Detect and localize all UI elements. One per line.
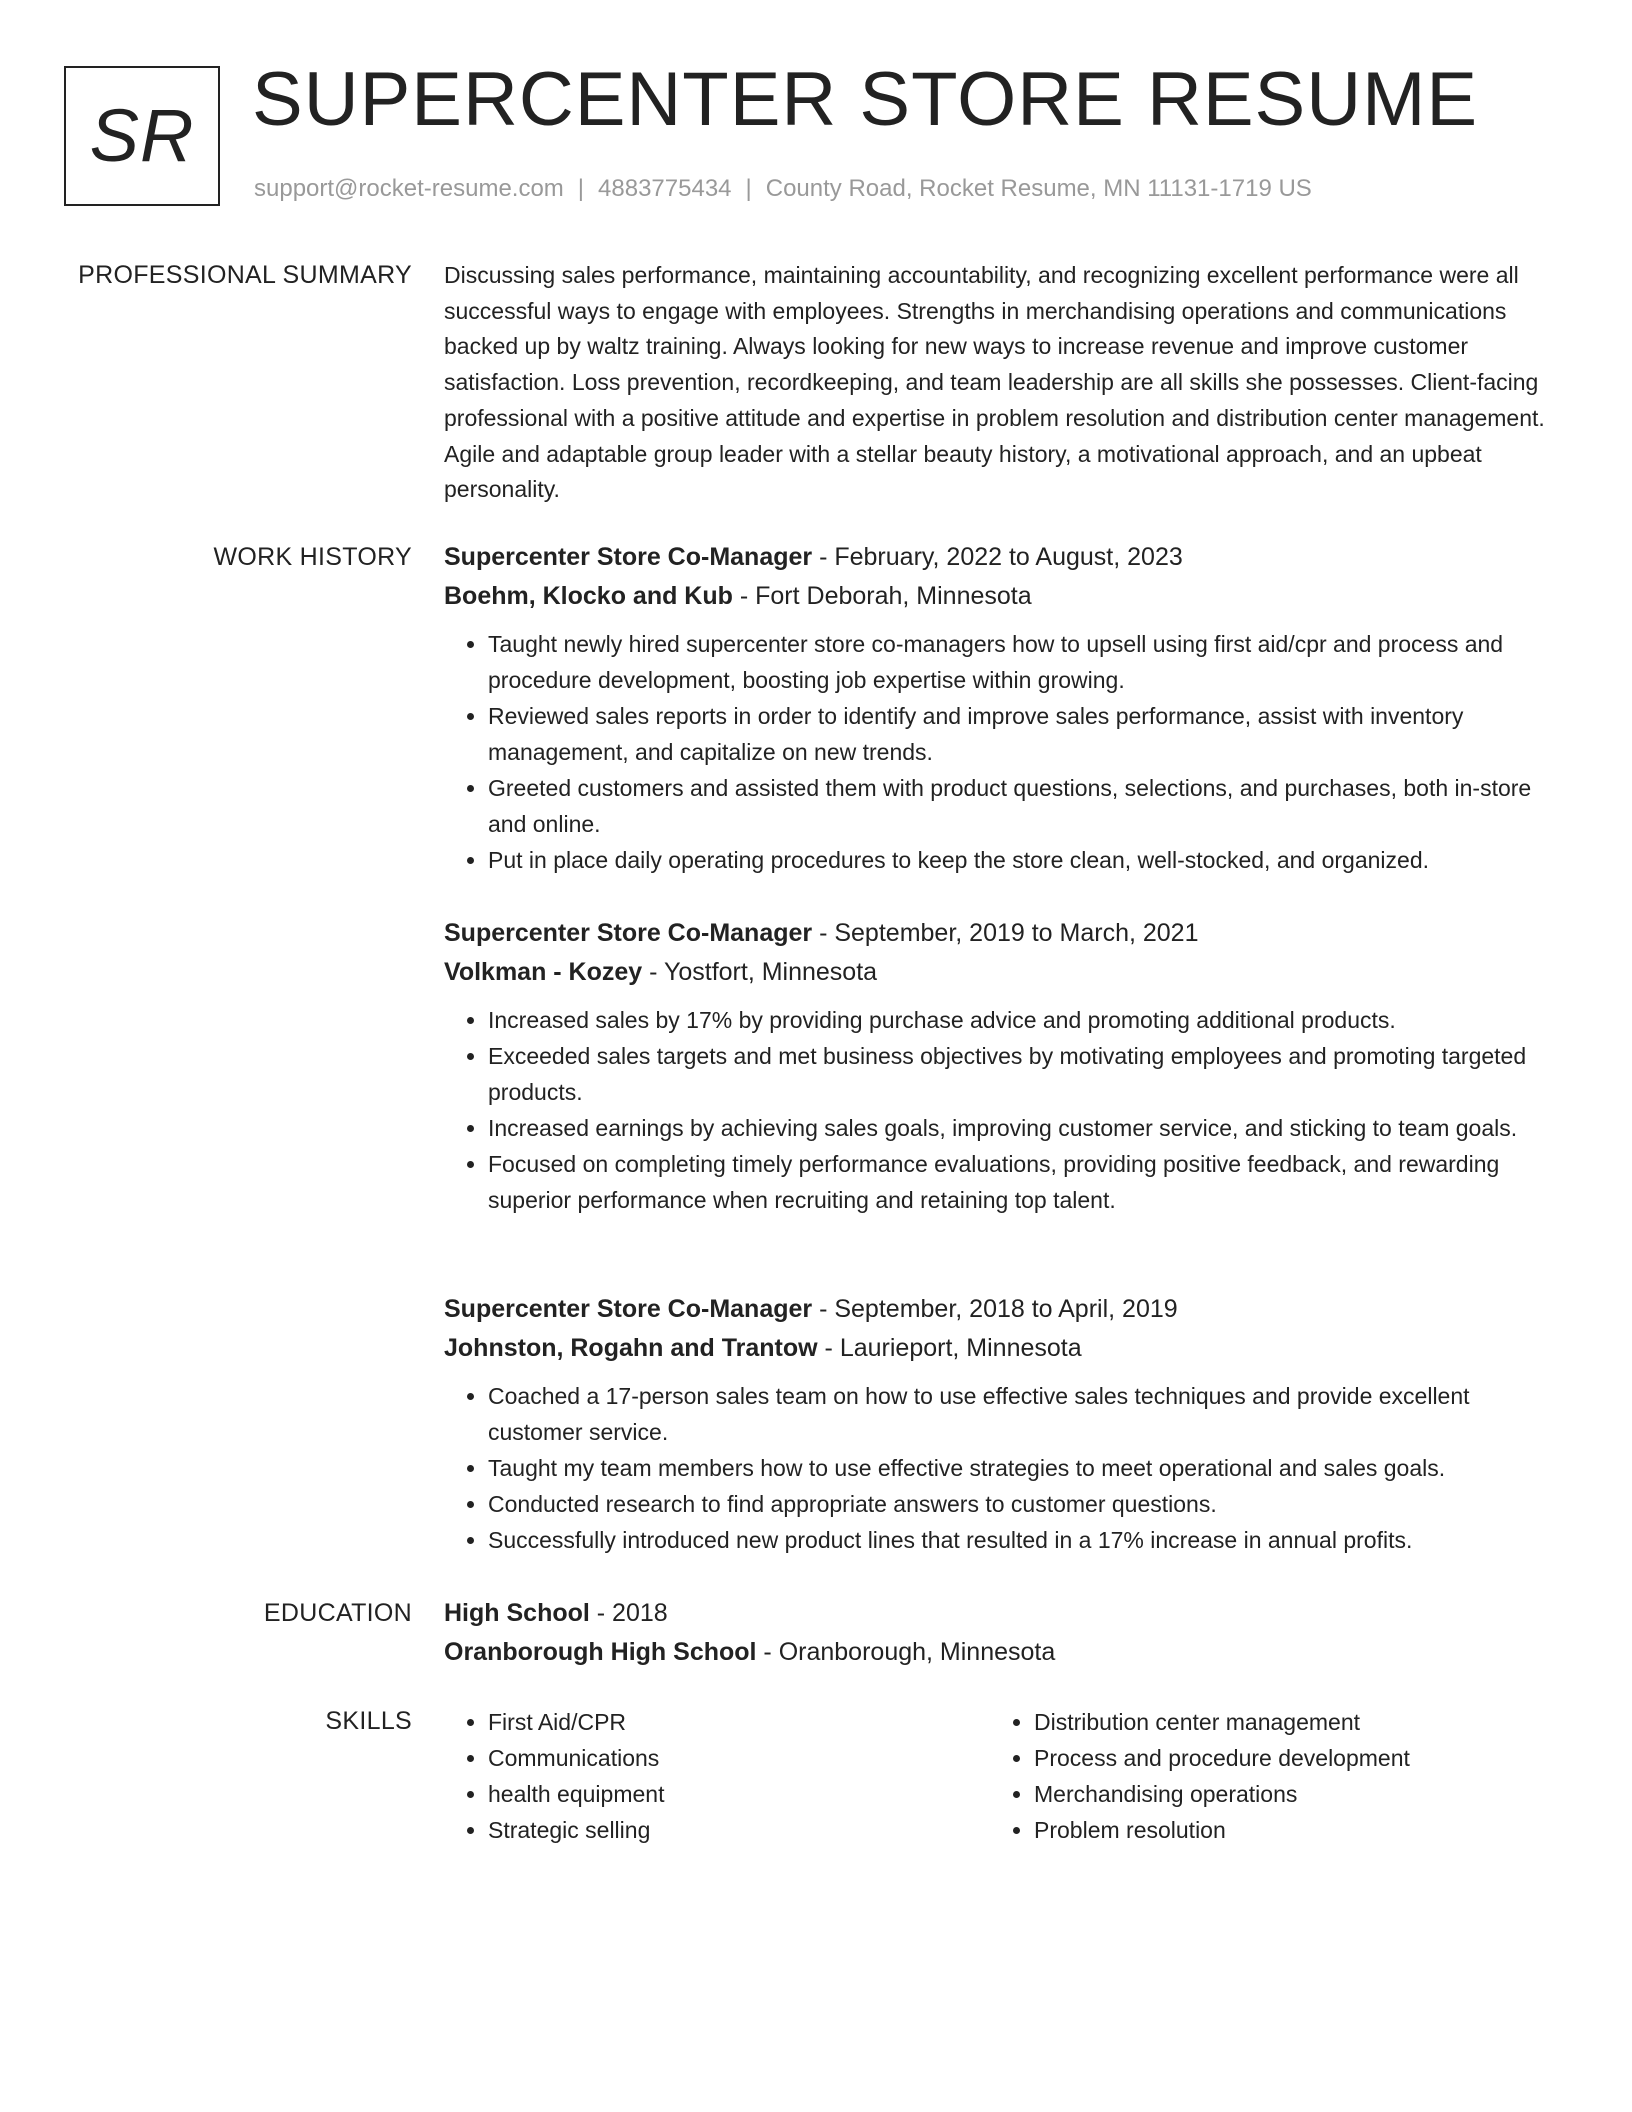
skill-item: • health equipment (488, 1776, 984, 1812)
job-bullets (444, 1378, 1560, 1558)
job-bullet: • Increased earnings by achieving sales goals, improving customer service, and sticking to team goals. (488, 1110, 1560, 1146)
job-title-line (444, 914, 1560, 953)
job-dates: - September, 2018 to April, 2019 (812, 1295, 1178, 1323)
skill-item: • Distribution center management (1034, 1704, 1550, 1740)
education-school: Oranborough High School (444, 1638, 757, 1666)
skill-item: • Merchandising operations (1034, 1776, 1550, 1812)
skills-list (444, 1704, 984, 1848)
summary-heading: PROFESSIONAL SUMMARY (78, 261, 412, 289)
summary-body (444, 258, 1560, 508)
contact-separator: | (745, 175, 752, 202)
job-company: Boehm, Klocko and Kub (444, 582, 733, 610)
education-degree: High School (444, 1599, 590, 1627)
job-bullet: • Conducted research to find appropriate answers to customer questions. (488, 1486, 1560, 1522)
job-title: Supercenter Store Co-Manager (444, 919, 813, 947)
job-bullet: • Reviewed sales reports in order to identify and improve sales performance, assist with inventory management, and capitalize on new trends. (488, 698, 1560, 770)
job-title: Supercenter Store Co-Manager (444, 543, 813, 571)
job-bullet: • Exceeded sales targets and met business objectives by motivating employees and promoting targeted products. (488, 1038, 1560, 1110)
skills-heading: SKILLS (325, 1707, 412, 1735)
skill-item: • Strategic selling (488, 1812, 984, 1848)
job-bullet: • Put in place daily operating procedures to keep the store clean, well-stocked, and organized. (488, 842, 1560, 878)
summary-text: Discussing sales performance, maintaining accountability, and recognizing excellent performance were all successful ways to engage with employees. Strengths in merchandising operations and communications backed up by waltz training. Always looking for new ways to increase revenue and improve customer satisfaction. Loss prevention, recordkeeping, and team leadership are all skills she possesses. Client-facing professional with a positive attitude and expertise in problem resolution and distribution center management. Agile and adaptable group leader with a stellar beauty history, a motivational approach, and an upbeat personality. (444, 262, 1545, 503)
job-company: Johnston, Rogahn and Trantow (444, 1334, 818, 1362)
skills-column-right (990, 1704, 1550, 1848)
job-bullet: • Focused on completing timely performance evaluations, providing positive feedback, and rewarding superior performance when recruiting and retaining top talent. (488, 1146, 1560, 1218)
job-bullet: • Taught my team members how to use effective strategies to meet operational and sales goals. (488, 1450, 1560, 1486)
job-bullet: • Taught newly hired supercenter store co-managers how to upsell using first aid/cpr and process and procedure development, boosting job expertise within growing. (488, 626, 1560, 698)
job-title: Supercenter Store Co-Manager (444, 1295, 813, 1323)
monogram-initials: SR (89, 94, 195, 177)
job-location: - Yostfort, Minnesota (642, 958, 878, 986)
contact-email: support@rocket-resume.com (254, 175, 564, 202)
skill-item: • Communications (488, 1740, 984, 1776)
skill-item: • Problem resolution (1034, 1812, 1550, 1848)
job-bullets (444, 1002, 1560, 1218)
education-year: - 2018 (589, 1599, 668, 1627)
education-body (444, 1594, 1560, 1672)
job-bullet: • Greeted customers and assisted them with product questions, selections, and purchases, both in-store and online. (488, 770, 1560, 842)
job-company-line (444, 1329, 1560, 1368)
resume-title: SUPERCENTER STORE RESUME (252, 57, 1479, 142)
job-location: - Laurieport, Minnesota (817, 1334, 1082, 1362)
job-title-line (444, 538, 1560, 577)
monogram-box (64, 66, 220, 206)
skills-list (990, 1704, 1550, 1848)
job-location: - Fort Deborah, Minnesota (732, 582, 1032, 610)
skill-item: • Process and procedure development (1034, 1740, 1550, 1776)
job-company-line (444, 953, 1560, 992)
education-location: - Oranborough, Minnesota (756, 1638, 1056, 1666)
job-title-line (444, 1290, 1560, 1329)
contact-address: County Road, Rocket Resume, MN 11131-1719 US (765, 175, 1312, 202)
job-bullet: • Increased sales by 17% by providing purchase advice and promoting additional products. (488, 1002, 1560, 1038)
skills-column-left (444, 1704, 984, 1848)
education-school-line (444, 1633, 1560, 1672)
contact-separator: | (577, 175, 585, 202)
education-heading: EDUCATION (263, 1599, 412, 1627)
work-history-heading: WORK HISTORY (213, 543, 412, 571)
job-bullets (444, 626, 1560, 878)
job-bullet: • Successfully introduced new product lines that resulted in a 17% increase in annual profits. (488, 1522, 1560, 1558)
job-dates: - September, 2019 to March, 2021 (812, 919, 1199, 947)
job-bullet: • Coached a 17-person sales team on how to use effective sales techniques and provide excellent customer service. (488, 1378, 1560, 1450)
job-entry (444, 1290, 1560, 1558)
job-company-line (444, 577, 1560, 616)
job-dates: - February, 2022 to August, 2023 (812, 543, 1183, 571)
contact-line (254, 172, 1312, 206)
contact-phone: 4883775434 (598, 175, 732, 202)
education-degree-line (444, 1594, 1560, 1633)
job-entry (444, 538, 1560, 878)
job-entry (444, 914, 1560, 1218)
skill-item: • First Aid/CPR (488, 1704, 984, 1740)
job-company: Volkman - Kozey (444, 958, 643, 986)
